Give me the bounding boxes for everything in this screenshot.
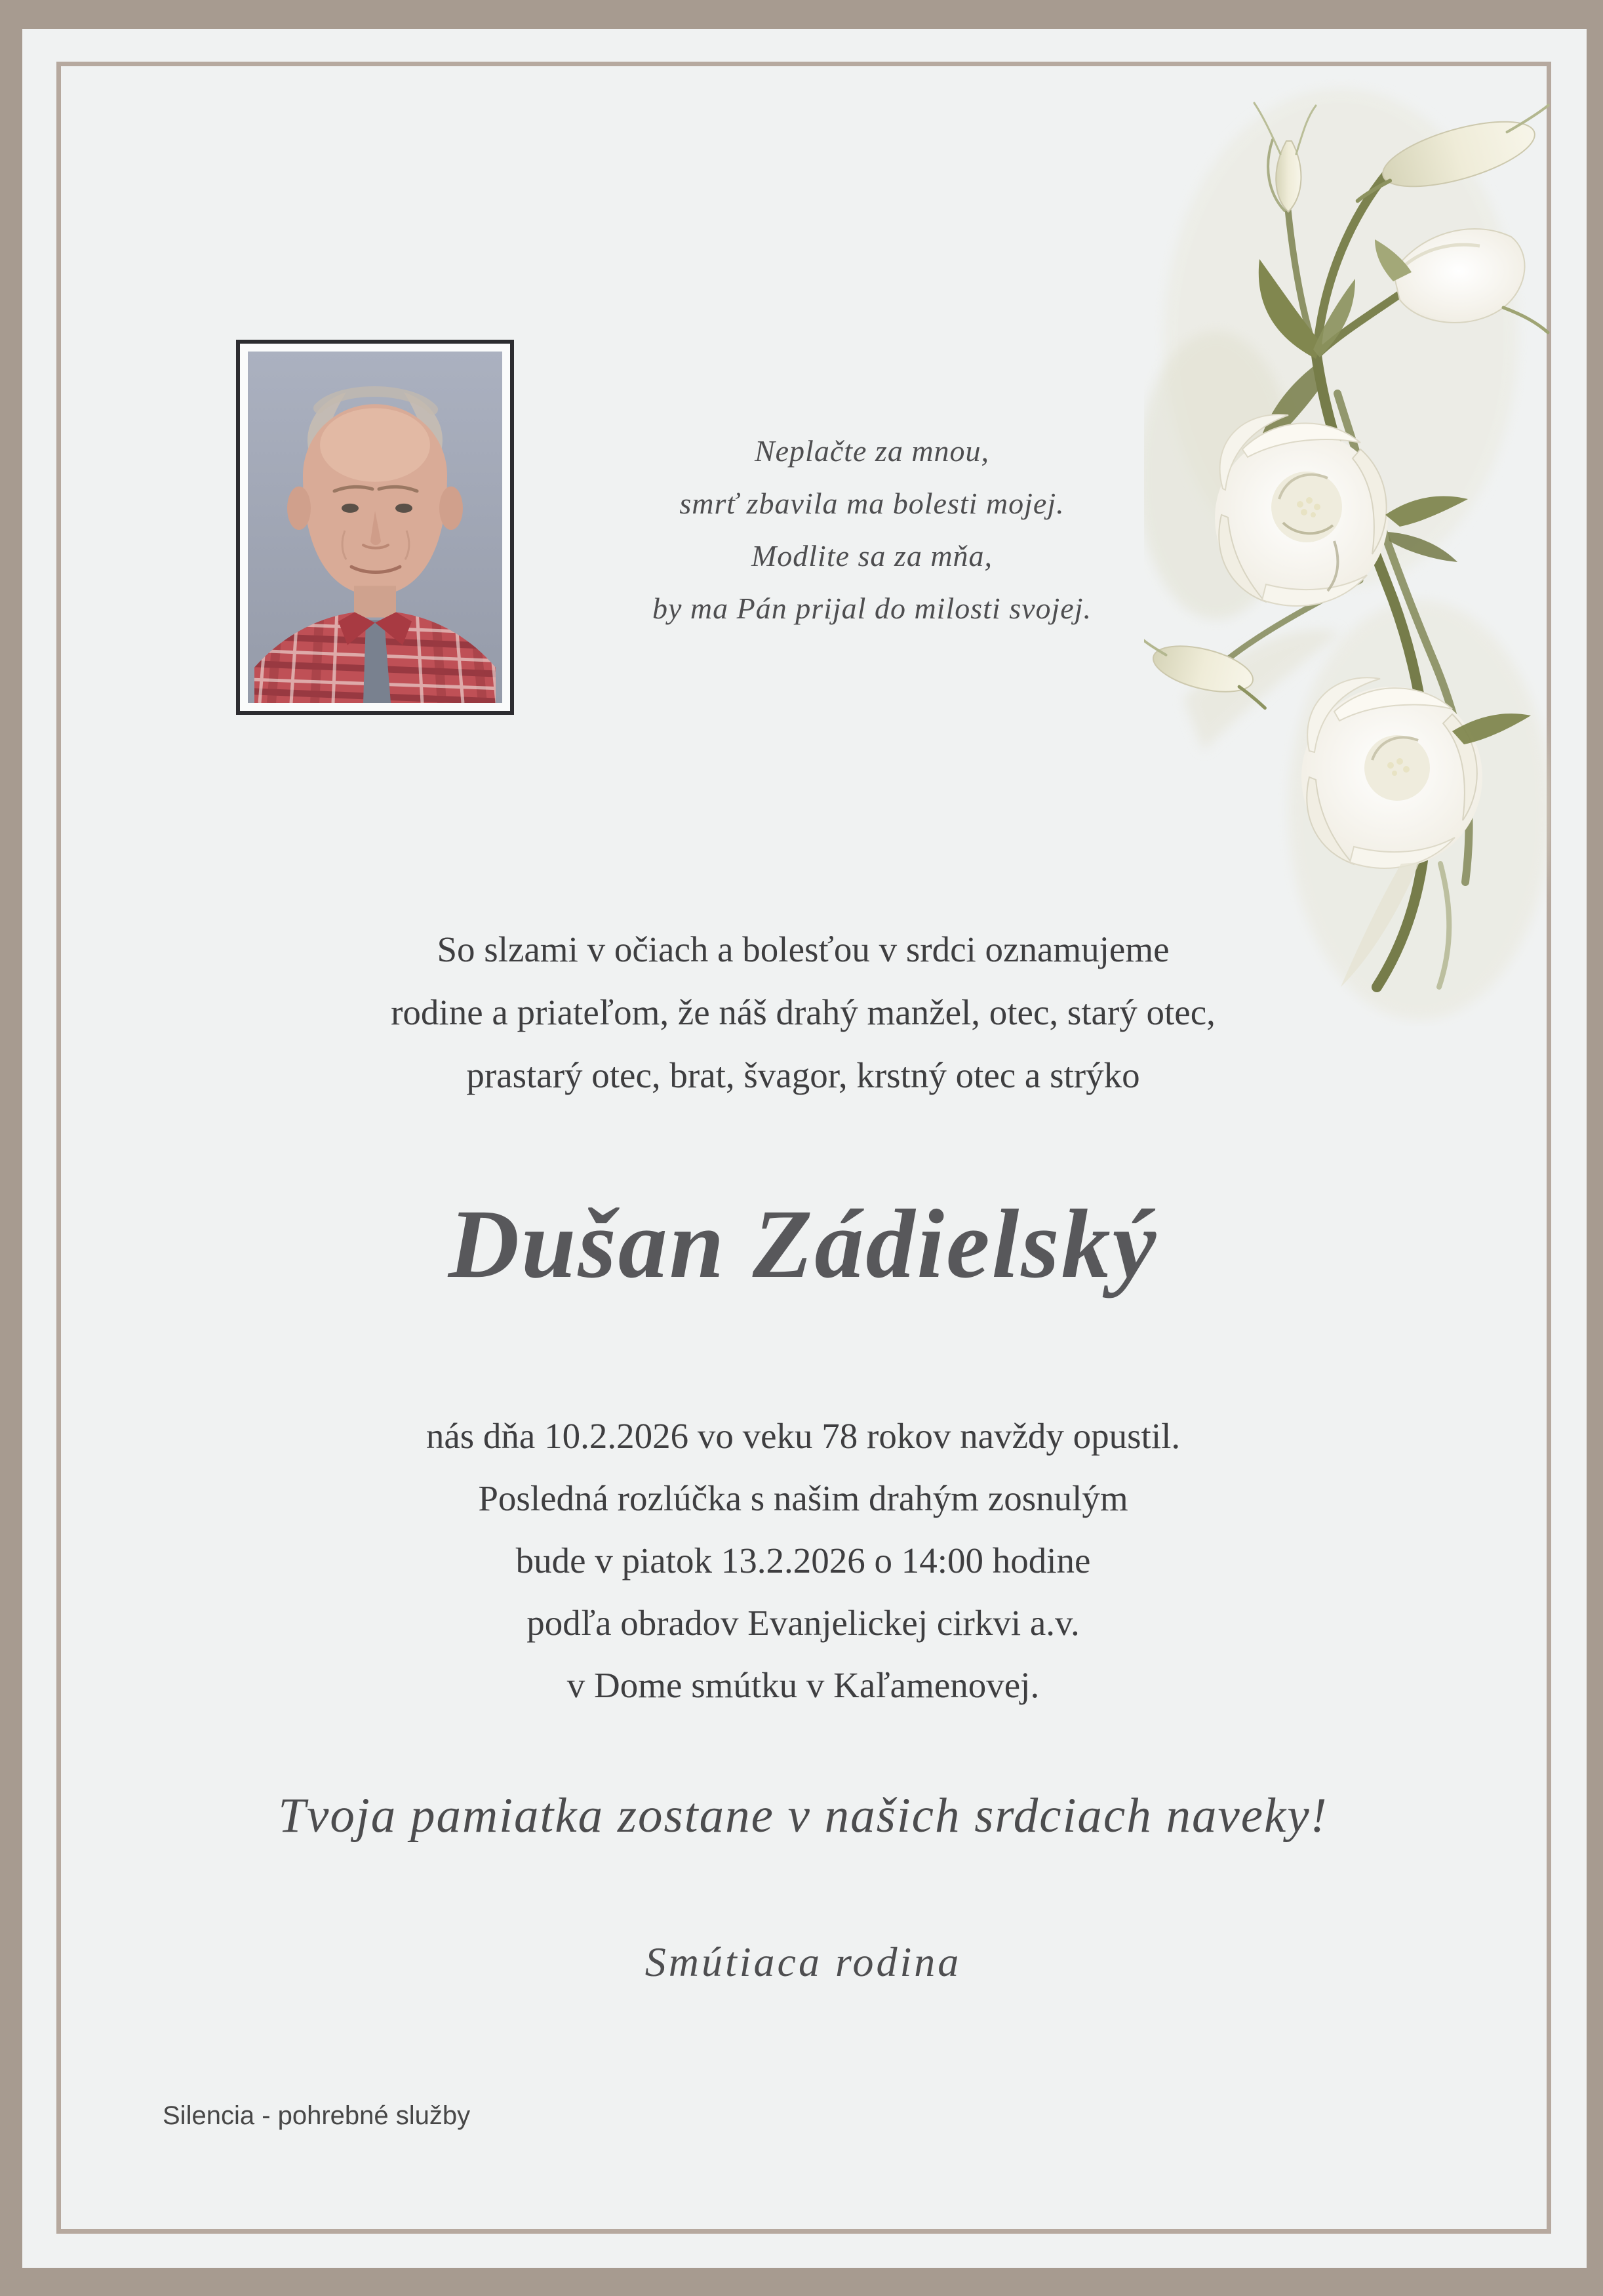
details-line: v Dome smútku v Kaľamenovej. bbox=[566, 1665, 1040, 1705]
photo-frame bbox=[236, 340, 514, 715]
deceased-portrait-photo bbox=[248, 352, 502, 703]
funeral-details bbox=[279, 1405, 1328, 1716]
verse-line: Modlite sa za mňa, bbox=[751, 539, 993, 573]
family-signature: Smútiaca rodina bbox=[644, 1939, 962, 1985]
closing-line: Tvoja pamiatka zostane v našich srdciach naveky! bbox=[278, 1788, 1328, 1843]
announcement-line: rodine a priateľom, že náš drahý manžel, otec, starý otec, bbox=[391, 992, 1216, 1032]
deceased-name: Dušan Zádielský bbox=[448, 1190, 1158, 1299]
verse-line: smrť zbavila ma bolesti mojej. bbox=[679, 487, 1065, 520]
details-line: Posledná rozlúčka s našim drahým zosnulým bbox=[478, 1478, 1128, 1518]
announcement-paragraph bbox=[279, 918, 1328, 1107]
details-line: podľa obradov Evanjelickej cirkvi a.v. bbox=[526, 1603, 1080, 1643]
announcement-line: So slzami v očiach a bolesťou v srdci oznamujeme bbox=[437, 929, 1170, 969]
verse-line: by ma Pán prijal do milosti svojej. bbox=[652, 592, 1092, 625]
announcement-line: prastarý otec, brat, švagor, krstný otec a strýko bbox=[466, 1055, 1140, 1095]
verse-line: Neplačte za mnou, bbox=[754, 434, 990, 468]
white-flowers-illustration bbox=[1144, 56, 1551, 1026]
card-page bbox=[22, 29, 1587, 2268]
flower-decoration bbox=[1144, 56, 1551, 1026]
details-line: bude v piatok 13.2.2026 o 14:00 hodine bbox=[515, 1541, 1091, 1581]
memorial-verse bbox=[557, 425, 1187, 635]
funeral-home-footer: Silencia - pohrebné služby bbox=[163, 2101, 471, 2130]
details-line: nás dňa 10.2.2026 vo veku 78 rokov navždy opustil. bbox=[425, 1416, 1181, 1456]
